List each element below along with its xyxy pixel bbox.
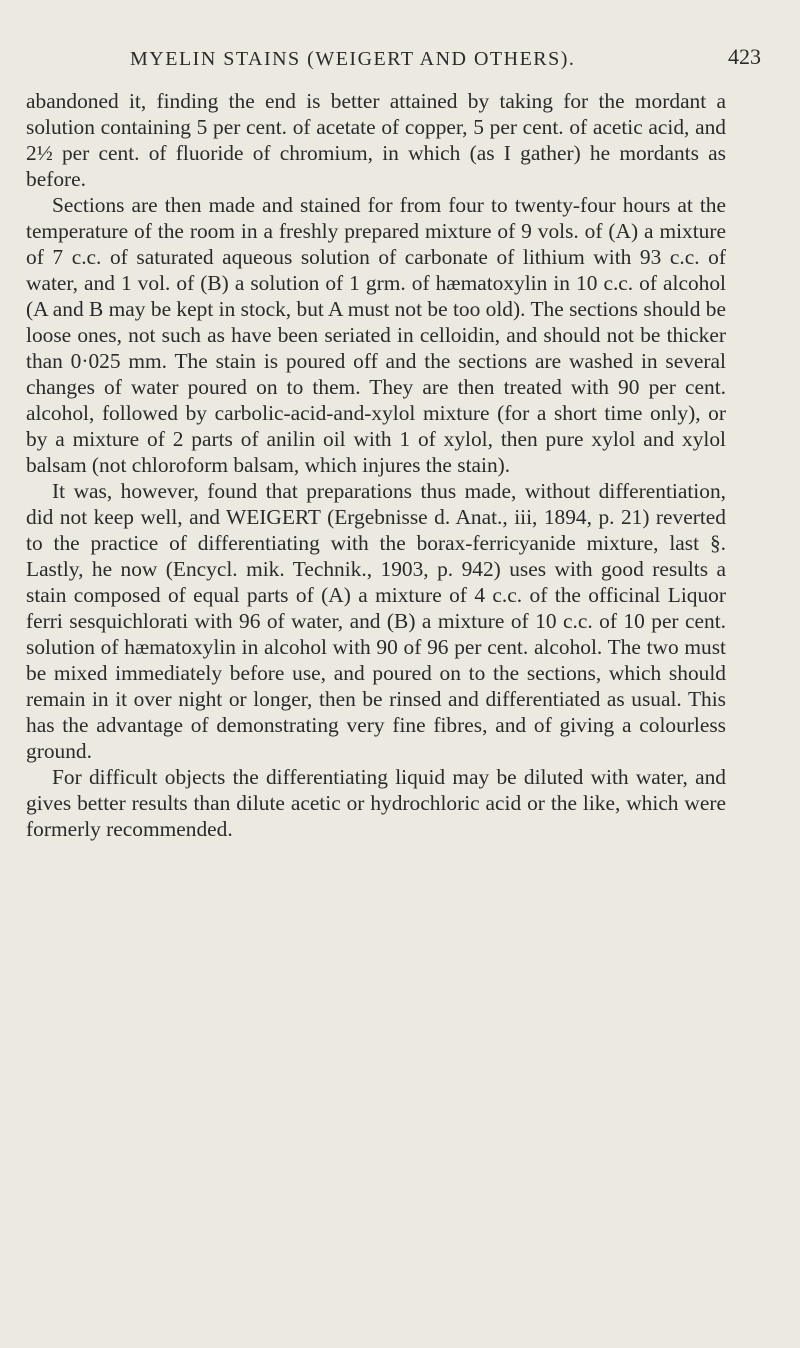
body-text xyxy=(26,88,726,842)
paragraph-weigert-differentiation: It was, however, found that preparations thus made, without differentiation, did not keep well, and WEIGERT (Ergebnisse d. Anat., iii, 1894, p. 21) reverted to the practice of differentiating with the borax-ferricyanide mixture, last §. Lastly, he now (Encycl. mik. Technik., 1903, p. 942) uses with good results a stain composed of equal parts of (A) a mixture of 4 c.c. of the officinal Liquor ferri sesquichlorati with 96 of water, and (B) a mixture of 10 c.c. of 10 per cent. solution of hæmatoxylin in alcohol with 90 of 96 per cent. alcohol. The two must be mixed immediately before use, and poured on to the sections, which should remain in it over night or longer, then be rinsed and differentiated as usual. This has the advantage of demonstrating very fine fibres, and of giving a colourless ground. xyxy=(26,479,726,763)
paragraph-continuation: abandoned it, finding the end is better attained by taking for the mordant a solution containing 5 per cent. of acetate of copper, 5 per cent. of acetic acid, and 2½ per cent. of fluoride of chromium, in which (as I gather) he mordants as before. xyxy=(26,89,726,191)
running-head: MYELIN STAINS (WEIGERT AND OTHERS). xyxy=(130,48,576,70)
paragraph-difficult-objects: For difficult objects the differentiating liquid may be diluted with water, and gives better results than dilute acetic or hydrochloric acid or the like, which were formerly recommended. xyxy=(26,765,726,841)
paragraph-sections-staining: Sections are then made and stained for from four to twenty-four hours at the temperature of the room in a freshly prepared mixture of 9 vols. of (A) a mixture of 7 c.c. of saturated aqueous solution of carbonate of lithium with 93 c.c. of water, and 1 vol. of (B) a solution of 1 grm. of hæmatoxylin in 10 c.c. of alcohol (A and B may be kept in stock, but A must not be too old). The sections should be loose ones, not such as have been seriated in celloidin, and should not be thicker than 0·025 mm. The stain is poured off and the sections are washed in several changes of water poured on to them. They are then treated with 90 per cent. alcohol, followed by carbolic-acid-and-xylol mixture (for a short time only), or by a mixture of 2 parts of anilin oil with 1 of xylol, then pure xylol and xylol balsam (not chloroform balsam, which injures the stain). xyxy=(26,193,726,477)
page-number: 423 xyxy=(728,44,761,69)
